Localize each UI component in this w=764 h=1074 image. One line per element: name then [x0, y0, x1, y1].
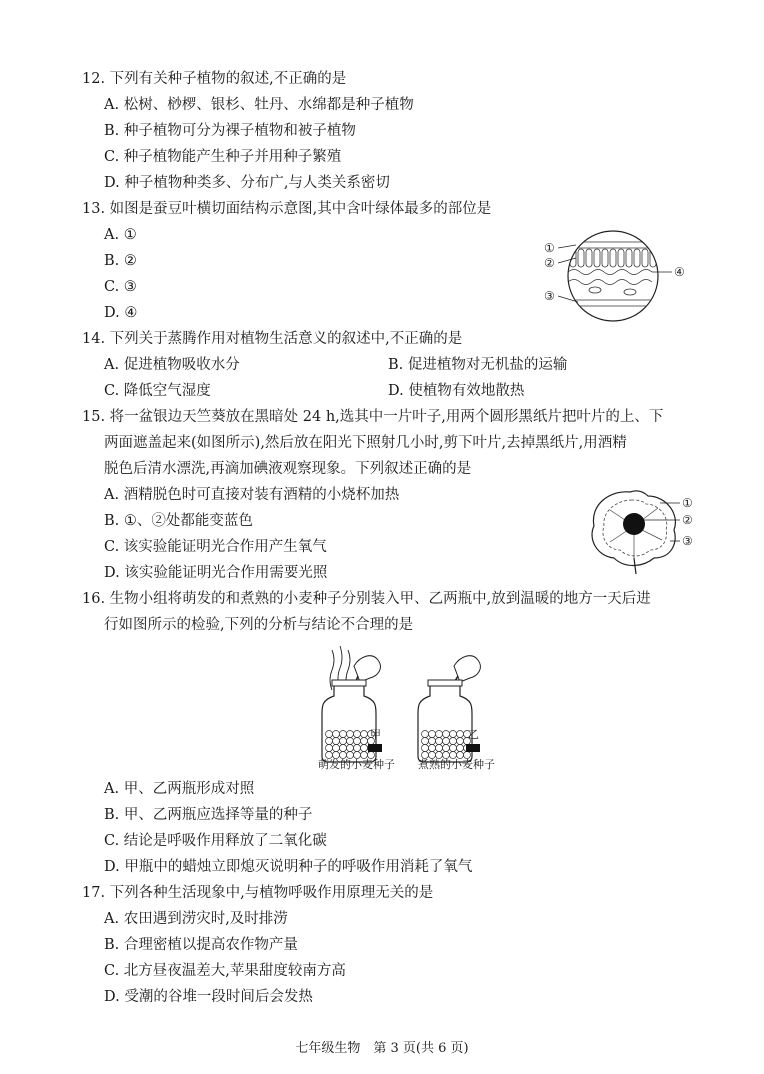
q13-option-d: D. ④ [104, 305, 138, 321]
leaf-cross-section-figure [540, 228, 710, 328]
geranium-leaf-figure [580, 486, 710, 576]
question-16-stem-line2: 行如图所示的检验,下列的分析与结论不合理的是 [104, 617, 414, 633]
q12-option-c: C. 种子植物能产生种子并用种子繁殖 [104, 149, 342, 165]
question-14-stem: 14. 下列关于蒸腾作用对植物生活意义的叙述中,不正确的是 [82, 331, 463, 347]
q16-option-d: D. 甲瓶中的蜡烛立即熄灭说明种子的呼吸作用消耗了氧气 [104, 859, 473, 875]
jar-a-caption: 萌发的小麦种子 [318, 758, 395, 771]
jar-boiled-seeds [418, 656, 480, 762]
q14-option-a: A. 促进植物吸收水分 [104, 357, 240, 373]
geranium-label-3: ③ [682, 534, 693, 548]
q12-option-a: A. 松树、桫椤、银杉、牡丹、水绵都是种子植物 [104, 97, 414, 113]
q12-option-d: D. 种子植物种类多、分布广,与人类关系密切 [104, 175, 390, 191]
q13-option-c: C. ③ [104, 279, 137, 295]
question-12-stem: 12. 下列有关种子植物的叙述,不正确的是 [82, 71, 347, 87]
jar-b-tag: 乙 [468, 728, 479, 741]
geranium-label-1: ① [682, 496, 693, 510]
q17-option-c: C. 北方昼夜温差大,苹果甜度较南方高 [104, 963, 346, 979]
leaf-label-2: ② [544, 256, 555, 270]
question-13-stem: 13. 如图是蚕豆叶横切面结构示意图,其中含叶绿体最多的部位是 [82, 201, 492, 217]
q12-option-b: B. 种子植物可分为裸子植物和被子植物 [104, 123, 356, 139]
jar-a-tag: 甲 [370, 728, 381, 741]
question-16-stem-line1: 16. 生物小组将萌发的和煮熟的小麦种子分别装入甲、乙两瓶中,放到温暖的地方一天后进 [82, 591, 651, 607]
q15-option-b: B. ①、②处都能变蓝色 [104, 513, 253, 529]
q16-option-a: A. 甲、乙两瓶形成对照 [104, 781, 255, 797]
q14-option-c: C. 降低空气湿度 [104, 383, 211, 399]
q13-option-a: A. ① [104, 227, 137, 243]
question-15-stem-line3: 脱色后清水漂洗,再滴加碘液观察现象。下列叙述正确的是 [104, 461, 472, 477]
jar-b-caption: 煮熟的小麦种子 [418, 758, 495, 771]
q17-option-a: A. 农田遇到涝灾时,及时排涝 [104, 911, 288, 927]
q15-option-a: A. 酒精脱色时可直接对装有酒精的小烧杯加热 [104, 487, 400, 503]
leaf-label-1: ① [544, 241, 555, 255]
q15-option-c: C. 该实验能证明光合作用产生氧气 [104, 539, 327, 555]
question-15-stem-line1: 15. 将一盆银边天竺葵放在黑暗处 24 h,选其中一片叶子,用两个圆形黑纸片把叶片的上、下 [82, 409, 664, 425]
question-17-stem: 17. 下列各种生活现象中,与植物呼吸作用原理无关的是 [82, 885, 434, 901]
leaf-label-4: ④ [674, 265, 685, 279]
q13-option-b: B. ② [104, 253, 137, 269]
q14-option-b: B. 促进植物对无机盐的运输 [388, 357, 568, 373]
geranium-label-2: ② [682, 513, 693, 527]
q15-option-d: D. 该实验能证明光合作用需要光照 [104, 565, 328, 581]
question-15-stem-line2: 两面遮盖起来(如图所示),然后放在阳光下照射几小时,剪下叶片,去掉黑纸片,用酒精 [104, 435, 627, 451]
leaf-label-3: ③ [544, 289, 555, 303]
q17-option-d: D. 受潮的谷堆一段时间后会发热 [104, 989, 313, 1005]
q14-option-d: D. 使植物有效地散热 [388, 383, 525, 399]
jar-germinating-seeds [322, 646, 382, 762]
q16-option-c: C. 结论是呼吸作用释放了二氧化碳 [104, 833, 327, 849]
q16-option-b: B. 甲、乙两瓶应选择等量的种子 [104, 807, 313, 823]
page-footer: 七年级生物 第 3 页(共 6 页) [295, 1041, 469, 1056]
q17-option-b: B. 合理密植以提高农作物产量 [104, 937, 298, 953]
